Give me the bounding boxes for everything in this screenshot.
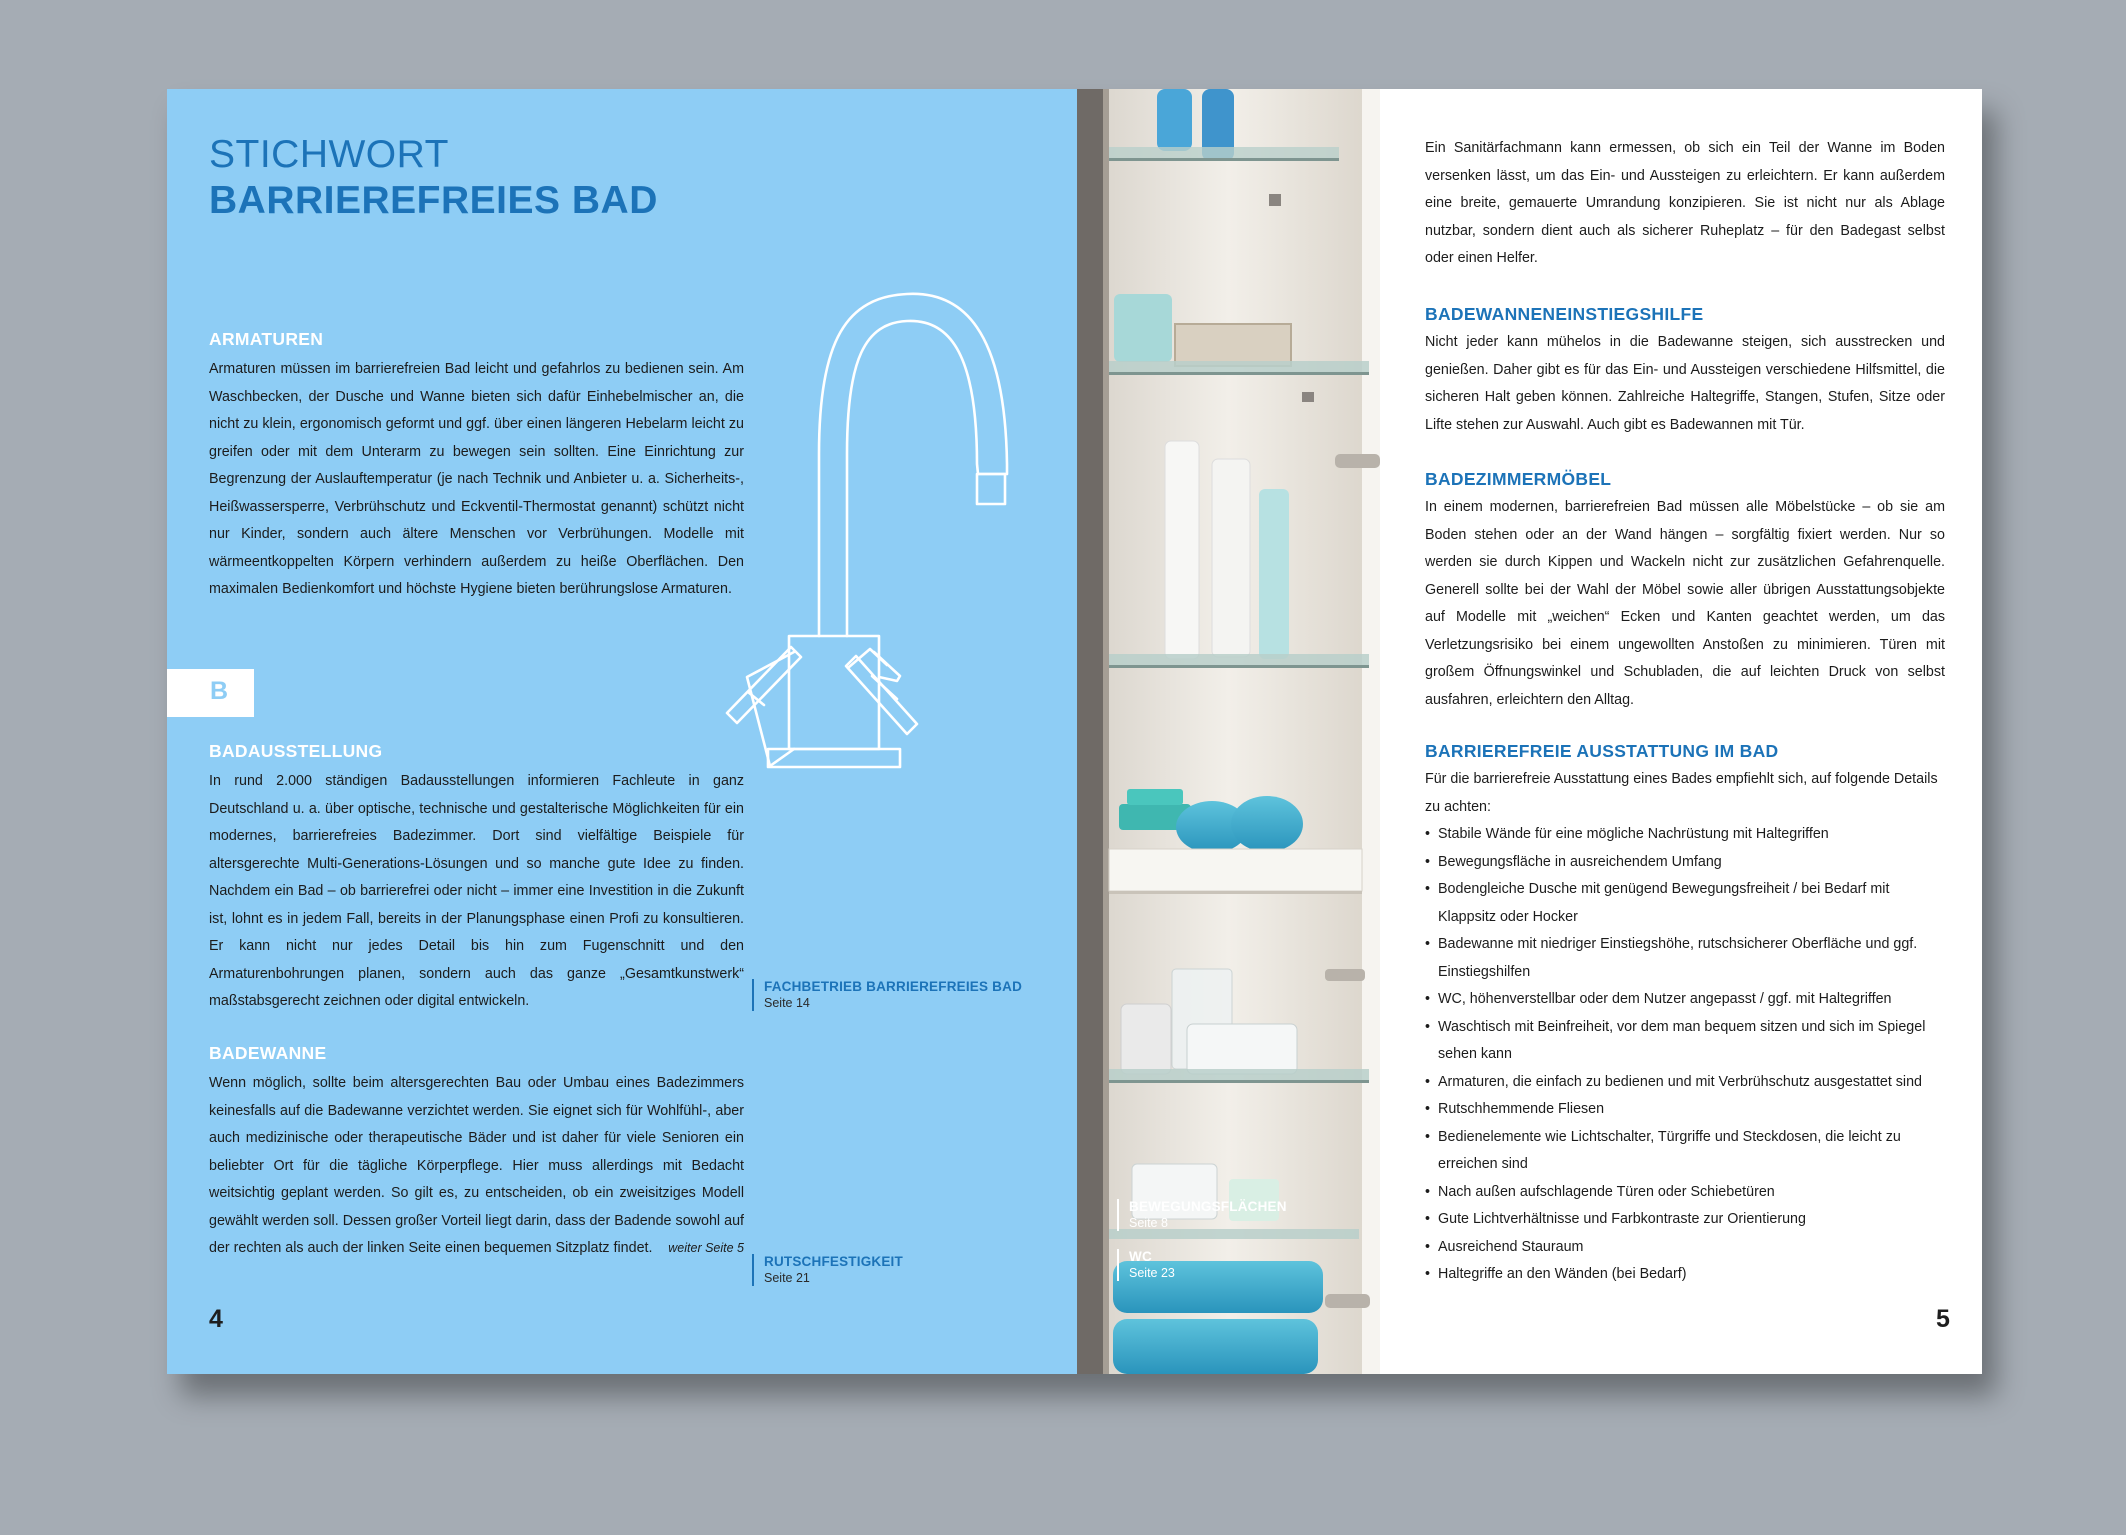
checklist [1425,821,1945,1289]
list-item: • Gute Lichtverhältnisse und Farbkontraste zur Orientierung [1425,1206,1945,1234]
page-title-bold: BARRIEREFREIES BAD [209,179,658,222]
reference-page: Seite 23 [1129,1266,1175,1280]
section-moebel [1425,469,1945,714]
list-item: • Bewegungsfläche in ausreichendem Umfang [1425,849,1945,877]
section-armaturen [209,329,744,604]
list-item: • Ausreichend Stauraum [1425,1234,1945,1262]
section-body-text: Wenn möglich, sollte beim altersgerechten Bau oder Umbau eines Badezimmers keinesfalls auf die Badewanne verzichtet werden. Sie eignet sich für Wohlfühl-, aber auch medizinische oder therapeutische Bäder und ist daher für viele Senioren ein beliebter Ort für die tägliche Körperpflege. Hier muss allerdings mit Bedacht weitsichtig geplant werden. So gilt es, zu entscheiden, ob ein zweisitziges Modell gewählt werden soll. Dessen großer Vorteil liegt darin, dass der Badende sowohl auf der rechten als auch der linken Seite einen bequemen Sitzplatz findet. [209,1075,744,1256]
section-badewanne [209,1043,744,1263]
reference-title: FACHBETRIEB BARRIEREFREIES BAD [764,979,1023,994]
faucet-illustration [697,279,1077,844]
page-title-light: STICHWORT [209,133,449,176]
reference-fachbetrieb[interactable] [752,979,1022,1011]
section-body: Armaturen müssen im barrierefreien Bad leicht und gefahrlos zu bedienen sein. Am Waschbecken, der Dusche und Wanne bieten sich dafür Einhebelmischer an, die nicht zu klein, ergonomisch geformt und ggf. über einen längeren Hebelarm leicht zu greifen oder mit dem Unterarm zu bewegen sein sollten. Eine Einrichtung zur Begrenzung der Auslauftemperatur (je nach Technik und Anbieter u. a. Sicherheits-, Heißwassersperre, Verbrühschutz und Eckventil-Thermostat genannt) schützt nicht nur Kinder, sondern auch ältere Menschen vor Verbrühungen. Modelle mit wärmeentkoppelten Körpern verhindern außerdem zu heiße Oberflächen. Den maximalen Bedienkomfort und höchste Hygiene bieten berührungslose Armaturen. [209,361,744,597]
section-heading: ARMATUREN [209,329,324,349]
section-heading: BADEWANNE [209,1043,327,1063]
bathroom-shelf-photo [1077,89,1380,1374]
section-intro-text: Für die barrierefreie Ausstattung eines Bades empfiehlt sich, auf folgende Details zu achten: [1425,771,1938,815]
list-item: • Badewanne mit niedriger Einstiegshöhe, rutschsicherer Oberfläche und ggf. Einstiegshilfen [1425,931,1945,986]
section-body: In rund 2.000 ständigen Badausstellungen informieren Fachleute in ganz Deutschland u. a. über optische, technische und gestalterische Möglichkeiten für ein modernes, barrierefreies Badezimmer. Dort sind vielfältige Beispiele für altersgerechte Multi-Generations-Lösungen und so manche gute Idee zu finden. Nachdem ein Bad – ob barrierefrei oder nicht – immer eine Investition in die Zukunft ist, lohnt es in jedem Fall, bereits in der Planungsphase einen Profi zu konsultieren. Er kann nicht nur jedes Detail bis hin zum Fugenschnitt und den Armaturenbohrungen planen, sondern auch das ganze „Gesamtkunstwerk“ maßstabsgerecht zeichnen oder digital entwickeln. [209,773,744,1009]
section-intro [1425,135,1945,273]
letter-marker [167,669,254,717]
reference-wc[interactable] [1117,1249,1175,1281]
section-body: Nicht jeder kann mühelos in die Badewanne steigen, sich ausstrecken und genießen. Daher gibt es für das Ein- und Aussteigen verschiedene Hilfsmittel, die sicheren Halt geben können. Zahlreiche Haltegriffe, Stangen, Stufen, Sitze oder Lifte stehen zur Auswahl. Auch gibt es Badewannen mit Tür. [1425,334,1945,433]
list-item: • Bedienelemente wie Lichtschalter, Türgriffe und Steckdosen, die leicht zu erreichen sind [1425,1124,1945,1179]
reference-bewegungsflaechen[interactable] [1117,1199,1287,1231]
section-body: In einem modernen, barrierefreien Bad müssen alle Möbelstücke – ob sie am Boden stehen oder an der Wand hängen – sorgfältig fixiert werden. Nur so werden sie durch Kippen und Wackeln nicht zur zusätzlichen Gefahrenquelle. Generell sollte bei der Wahl der Möbel sowie aller übrigen Ausstattungsobjekte auf Modelle mit „weichen“ Ecken und Kanten geachtet werden, um das Verletzungsrisiko bei einem ungewollten Anstoßen zu minimieren. Türen mit großem Öffnungswinkel und Schubladen, die auf leichten Druck von selbst ausfahren, erleichtern den Alltag. [1425,499,1945,708]
reference-page: Seite 8 [1129,1216,1168,1230]
list-item: • Waschtisch mit Beinfreiheit, vor dem man bequem sitzen und sich im Spiegel sehen kann [1425,1014,1945,1069]
reference-title: RUTSCHFESTIGKEIT [764,1254,903,1269]
reference-title: WC [1129,1249,1152,1264]
page-number-right: 5 [1936,1305,1950,1333]
section-einstiegshilfe [1425,304,1945,439]
section-body [209,1070,744,1263]
shelf-photo-drawing [1077,89,1380,1374]
continued-link[interactable]: weiter Seite 5 [668,1241,744,1255]
reference-page: Seite 21 [764,1271,810,1285]
reference-title: BEWEGUNGSFLÄCHEN [1129,1199,1287,1214]
letter-marker-text: B [210,677,229,705]
magazine-spread [167,89,1982,1374]
list-item: • Nach außen aufschlagende Türen oder Schiebetüren [1425,1179,1945,1207]
section-heading: BADEWANNENEINSTIEGSHILFE [1425,304,1704,324]
section-badausstellung [209,741,744,1016]
list-item: • Bodengleiche Dusche mit genügend Bewegungsfreiheit / bei Bedarf mit Klappsitz oder Hocker [1425,876,1945,931]
section-heading: BADAUSSTELLUNG [209,741,383,761]
section-heading: BADEZIMMERMÖBEL [1425,469,1612,489]
section-ausstattung [1425,741,1945,1289]
right-page [1380,89,1982,1374]
list-item: • Armaturen, die einfach zu bedienen und mit Verbrühschutz ausgestattet sind [1425,1069,1945,1097]
left-page [167,89,1077,1374]
section-heading: BARRIEREFREIE AUSSTATTUNG IM BAD [1425,741,1779,761]
section-body: Ein Sanitärfachmann kann ermessen, ob sich ein Teil der Wanne im Boden versenken lässt, um das Ein- und Aussteigen zu erleichtern. Er kann außerdem eine breite, gemauerte Umrandung konzipieren. Sie ist nicht nur als Ablage nutzbar, sondern dient auch als sicherer Ruheplatz – für den Badegast selbst oder einen Helfer. [1425,140,1945,266]
list-item: • Rutschhemmende Fliesen [1425,1096,1945,1124]
reference-rutschfestigkeit[interactable] [752,1254,903,1286]
list-item: • Stabile Wände für eine mögliche Nachrüstung mit Haltegriffen [1425,821,1945,849]
page-number-left: 4 [209,1305,223,1333]
list-item: • Haltegriffe an den Wänden (bei Bedarf) [1425,1261,1945,1289]
reference-page: Seite 14 [764,996,810,1010]
list-item: • WC, höhenverstellbar oder dem Nutzer angepasst / ggf. mit Haltegriffen [1425,986,1945,1014]
